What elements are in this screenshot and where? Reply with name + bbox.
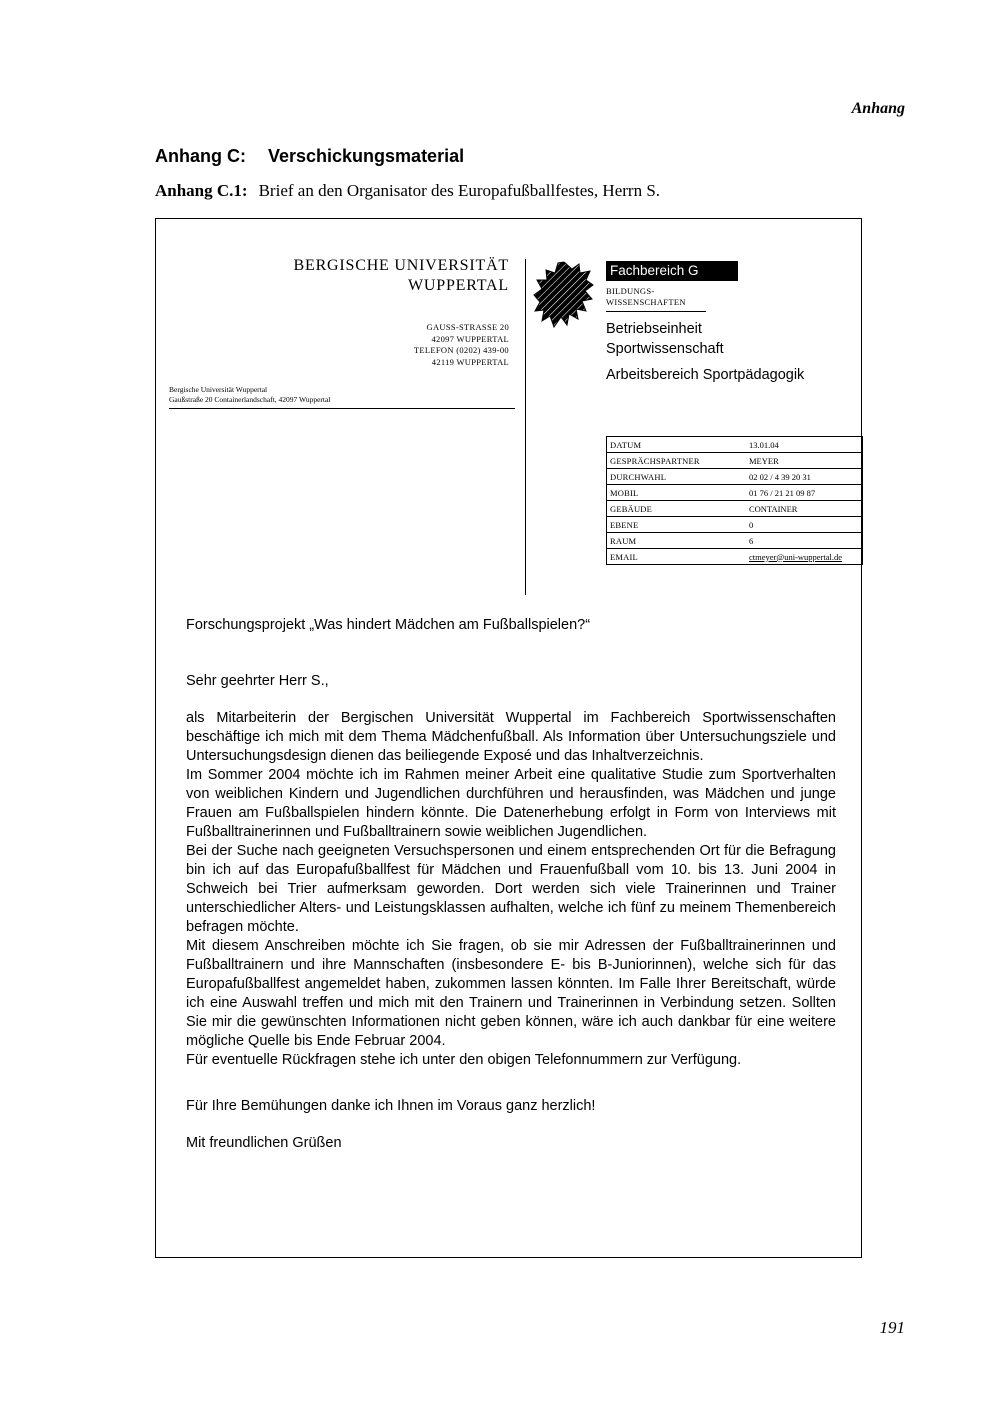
page-number: 191	[879, 1318, 905, 1337]
contact-row-email	[607, 548, 862, 564]
sender-line-2: Gaußstraße 20 Containerlandschaft, 42097 Wuppertal	[169, 394, 331, 404]
contact-label: GEBÄUDE	[610, 503, 653, 514]
email-link[interactable]: ctmeyer@uni-wuppertal.de	[749, 551, 843, 562]
appendix-c1-heading	[155, 181, 660, 201]
contact-label: EMAIL	[610, 551, 638, 562]
department-badge: Fachbereich G	[606, 261, 738, 281]
university-name	[294, 256, 509, 296]
unit-name	[606, 319, 724, 359]
contact-label: EBENE	[610, 519, 639, 530]
sender-line-1: Bergische Universität Wuppertal	[169, 385, 268, 394]
contact-value: 13.01.04	[749, 439, 779, 450]
letter-frame	[155, 218, 862, 1258]
contact-value: 02 02 / 4 39 20 31	[749, 471, 811, 482]
unit-name-line2: Sportwissenschaft	[606, 341, 724, 357]
contact-table	[606, 436, 863, 565]
contact-label: DURCHWAHL	[610, 471, 667, 482]
body-paragraph-1: als Mitarbeiterin der Bergischen Universität Wuppertal im Fachbereich Sportwissenschaften beschäftige ich mich mit dem Thema Mädchenfußball. Als Information über Untersuchungsziele und Untersuchungsdesign dienen das beiliegende Exposé und das Inhaltverzeichnis.	[186, 710, 836, 764]
contact-label: MOBIL	[610, 487, 639, 498]
address-line-2: 42097 WUPPERTAL	[431, 333, 509, 344]
unit-name-line1: Betriebseinheit	[606, 321, 702, 337]
contact-value: 01 76 / 21 21 09 87	[749, 487, 816, 498]
department-subtitle	[606, 286, 686, 307]
university-crest-icon	[533, 261, 595, 331]
appendix-c-label: Anhang C:	[155, 146, 246, 166]
sender-return-address	[169, 385, 330, 404]
appendix-c-heading	[155, 146, 464, 167]
appendix-c-title: Verschickungsmaterial	[267, 146, 465, 166]
contact-value: CONTAINER	[749, 503, 798, 514]
body-paragraph-4: Mit diesem Anschreiben möchte ich Sie fragen, ob sie mir Adressen der Fußballtrainerinnen und Fußballtrainern und ihre Mannschaften (insbesondere E- bis B-Juniorinnen), welche sich für das Europafußballfest angemeldet haben, zukommen lassen könnten. Im Falle Ihrer Bereitschaft, würde ich eine Auswahl treffen und mich mit den Trainern und Trainerinnen in Verbindung setzen. Sollten Sie mir die gewünschten Informationen nicht geben können, wäre ich auch dankbar für eine weitere mögliche Quelle bis Ende Februar 2004.	[186, 938, 836, 1049]
address-line-3: TELEFON (0202) 439-00	[413, 345, 509, 355]
contact-value: MEYER	[749, 455, 779, 466]
contact-label: GESPRÄCHSPARTNER	[610, 455, 700, 466]
letterhead-divider	[525, 259, 526, 595]
contact-row-durchwahl	[607, 468, 862, 484]
closing-thanks: Für Ihre Bemühungen danke ich Ihnen im Voraus ganz herzlich!	[186, 1098, 596, 1114]
university-name-line1: BERGISCHE UNIVERSITÄT	[293, 257, 509, 274]
contact-row-datum	[607, 436, 862, 452]
contact-row-gebaeude	[607, 500, 862, 516]
department-subtitle-line1: BILDUNGS-	[606, 286, 655, 296]
department-rule	[606, 311, 706, 312]
contact-row-mobil	[607, 484, 862, 500]
subject-line: Forschungsprojekt „Was hindert Mädchen am Fußballspielen?“	[186, 617, 591, 633]
contact-label: DATUM	[610, 439, 642, 450]
salutation: Sehr geehrter Herr S.,	[186, 673, 329, 689]
appendix-c1-title: Brief an den Organisator des Europafußballfestes, Herrn S.	[258, 181, 661, 200]
contact-label: RAUM	[610, 535, 637, 546]
closing-regards: Mit freundlichen Grüßen	[186, 1135, 342, 1151]
contact-value: 6	[749, 535, 754, 546]
sender-rule	[169, 408, 515, 409]
letter-body	[186, 616, 836, 1153]
body-paragraph-5: Für eventuelle Rückfragen stehe ich unter den obigen Telefonnummern zur Verfügung.	[186, 1052, 742, 1068]
appendix-c1-label: Anhang C.1:	[155, 181, 248, 200]
university-name-line2: WUPPERTAL	[408, 277, 509, 294]
contact-row-raum	[607, 532, 862, 548]
running-head: Anhang	[851, 100, 905, 117]
body-paragraph-2: Im Sommer 2004 möchte ich im Rahmen meiner Arbeit eine qualitative Studie zum Sportverhalten von weiblichen Kindern und Jugendlichen durchführen und herausfinden, was Mädchen und junge Frauen am Fußballspielen hindern könnte. Die Datenerhebung erfolgt in Form von Interviews mit Fußballtrainerinnen und Fußballtrainern sowie weiblichen Jugendlichen.	[186, 767, 836, 840]
contact-row-ebene	[607, 516, 862, 532]
address-line-4: 42119 WUPPERTAL	[431, 356, 509, 367]
work-area: Arbeitsbereich Sportpädagogik	[606, 367, 805, 383]
address-line-1: GAUSS-STRASSE 20	[426, 322, 509, 332]
university-address	[414, 322, 509, 368]
contact-row-gespraechspartner	[607, 452, 862, 468]
department-subtitle-line2: WISSENSCHAFTEN	[606, 296, 686, 307]
body-paragraph-3: Bei der Suche nach geeigneten Versuchspersonen und einem entsprechenden Ort für die Befragung bin ich auf das Europafußballfest für Mädchen und Frauenfußball vom 10. bis 13. Juni 2004 in Schweich bei Trier aufmerksam geworden. Dort werden sich viele Trainerinnen und Trainer unterschiedlicher Alters- und Leistungsklassen aufhalten, welche ich fünf zu meinem Themenbereich befragen möchte.	[186, 843, 836, 935]
contact-value: 0	[749, 519, 754, 530]
